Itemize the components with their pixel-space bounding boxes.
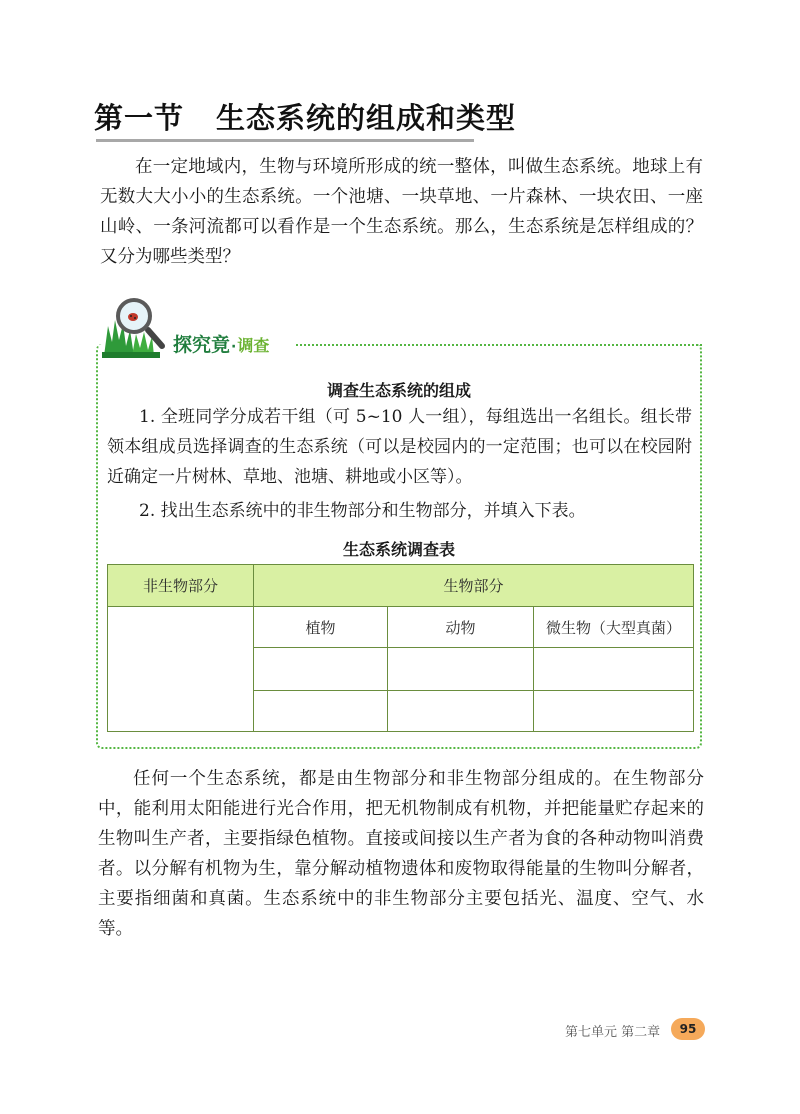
activity-label-dot: ·	[231, 339, 237, 355]
intro-paragraph: 在一定地域内，生物与环境所形成的统一整体，叫做生态系统。地球上有无数大大小小的生态系统。一个池塘、一块草地、一片森林、一块农田、一座山岭、一条河流都可以看作是一个生态系统。那么，生态系统是怎样组成的？又分为哪些类型？	[100, 157, 703, 267]
title-underline	[96, 139, 474, 142]
activity-label-sub: 调查	[237, 336, 270, 355]
activity-label-main: 探究竟	[173, 334, 231, 356]
header-plants: 植物	[254, 607, 388, 648]
table-cell[interactable]	[534, 690, 694, 731]
activity-step-1: 1. 全班同学分成若干组（可 5~10 人一组），每组选出一名组长。组长带领本组成员选择调查的生态系统（可以是校园内的一定范围；也可以在校园附近确定一片树林、草地、池塘、耕地或小区等）。	[107, 407, 692, 487]
section-title: 生态系统的组成和类型	[216, 101, 517, 135]
table-title: 生态系统调查表	[342, 540, 455, 559]
table-cell[interactable]	[254, 648, 388, 690]
table-cell[interactable]	[388, 648, 534, 690]
header-living: 生物部分	[254, 565, 694, 607]
survey-table	[107, 564, 694, 732]
nonliving-cell[interactable]	[108, 607, 254, 732]
activity-title: 调查生态系统的组成	[326, 381, 471, 400]
activity-step-2: 2. 找出生态系统中的非生物部分和生物部分，并填入下表。	[139, 501, 586, 521]
page-number: 95	[671, 1018, 705, 1040]
footer-chapter: 第七单元 第二章	[565, 1025, 661, 1040]
activity-box-top-border	[296, 344, 702, 346]
table-cell[interactable]	[254, 690, 388, 731]
body-paragraph: 任何一个生态系统，都是由生物部分和非生物部分组成的。在生物部分中，能利用太阳能进行光合作用，把无机物制成有机物，并把能量贮存起来的生物叫生产者，主要指绿色植物。直接或间接以生产者为食的各种动物叫消费者。以分解有机物为生，靠分解动植物遗体和废物取得能量的生物叫分解者，主要指细菌和真菌。生态系统中的非生物部分主要包括光、温度、空气、水等。	[98, 769, 704, 939]
table-cell[interactable]	[388, 690, 534, 731]
table-cell[interactable]	[534, 648, 694, 690]
section-number: 第一节	[94, 101, 185, 135]
section-heading	[94, 96, 516, 137]
header-microbes: 微生物（大型真菌）	[534, 607, 694, 648]
header-animals: 动物	[388, 607, 534, 648]
header-nonliving: 非生物部分	[108, 565, 254, 607]
